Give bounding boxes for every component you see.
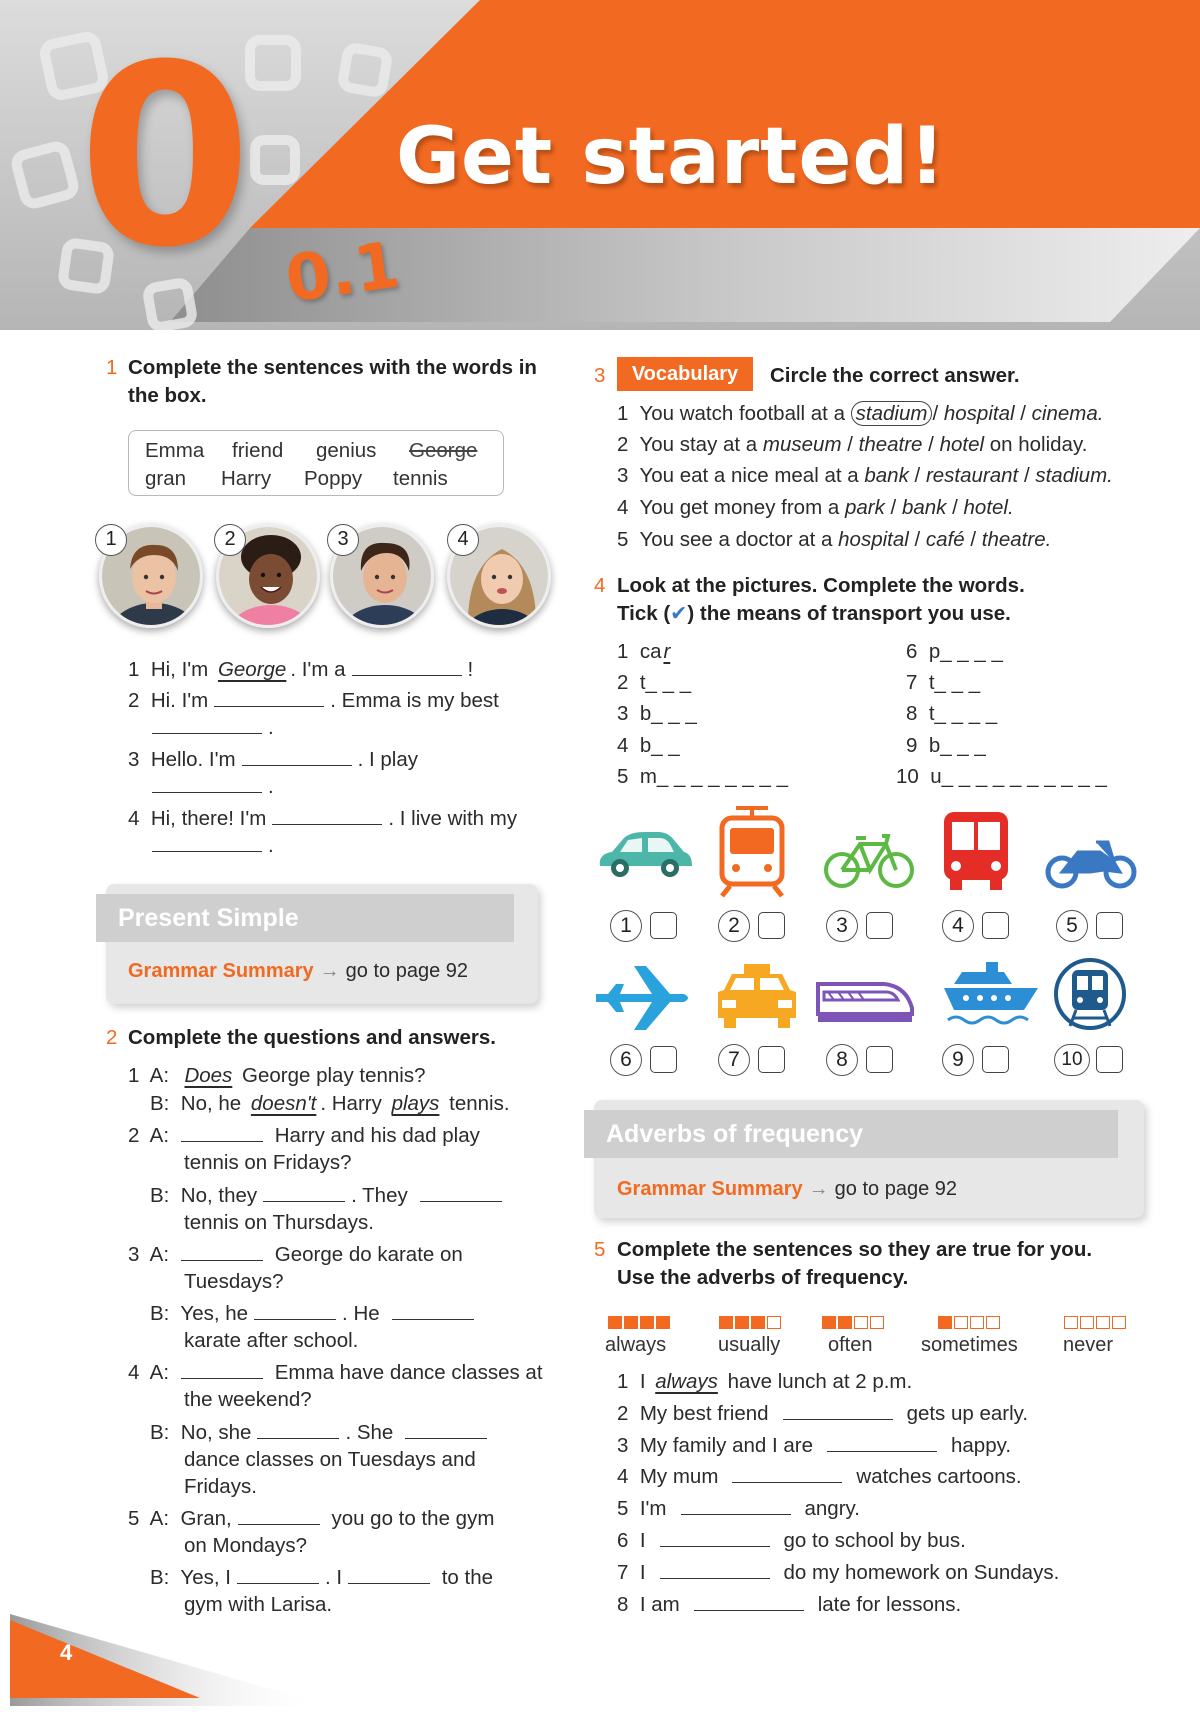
ex1-item-3-cont: .: [146, 773, 274, 801]
ex4-word-8: 8 t_ _ _ _: [906, 702, 998, 725]
ex2-item-3-q-cont: Tuesdays?: [184, 1270, 284, 1293]
motorbike-icon: [1044, 832, 1138, 892]
ex5-instruction: Complete the sentences so they are true for you.: [617, 1238, 1093, 1261]
unit-header: [0, 0, 1200, 330]
tick-icon: ✔: [670, 602, 688, 625]
answer-blank[interactable]: [392, 1302, 474, 1320]
tick-box[interactable]: [650, 912, 677, 939]
picture-number: 10: [1054, 1044, 1090, 1076]
answer-blank[interactable]: [152, 834, 262, 852]
ex5-item-4: 4 My mum watches cartoons.: [617, 1465, 1022, 1488]
ex1-item-3: 3 Hello. I'm . I play: [128, 748, 418, 771]
train-icon: [814, 980, 916, 1024]
ex4-word-1: 1 car: [617, 640, 671, 663]
answer-blank[interactable]: [237, 1566, 319, 1584]
answer-blank[interactable]: [827, 1434, 937, 1452]
answer-blank[interactable]: [420, 1184, 502, 1202]
ex2-item-5-q-cont: on Mondays?: [184, 1534, 308, 1557]
photo-number: 1: [95, 524, 127, 556]
bus-icon: [940, 810, 1012, 892]
answer-blank[interactable]: [660, 1529, 770, 1547]
picture-number: 2: [718, 910, 750, 942]
boat-icon: [942, 958, 1040, 1030]
answer-blank[interactable]: [272, 807, 382, 825]
photo-number: 3: [327, 524, 359, 556]
ex4-word-9: 9 b_ _ _: [906, 734, 986, 757]
answer-blank[interactable]: [352, 658, 462, 676]
answer-blank[interactable]: [254, 1302, 336, 1320]
ex4-word-10: 10 u_ _ _ _ _ _ _ _ _ _: [896, 765, 1107, 788]
ex2-item-4-q: 4 A: Emma have dance classes at: [128, 1361, 543, 1384]
tick-box[interactable]: [758, 912, 785, 939]
ex2-item-4-a: B: No, she . She: [150, 1419, 493, 1447]
frequency-label: never: [1063, 1334, 1114, 1356]
grammar-summary-link[interactable]: Grammar Summary → go to page 92: [128, 960, 468, 982]
ex3-item-5: 5 You see a doctor at a hospital / café / theatre.: [617, 528, 1052, 551]
ex1-item-4: 4 Hi, there! I'm . I live with my: [128, 807, 518, 830]
ex5-item-8: 8 I am late for lessons.: [617, 1593, 962, 1616]
tick-box[interactable]: [982, 1046, 1009, 1073]
ex2-item-5-q: 5 A: Gran, you go to the gym: [128, 1507, 495, 1530]
word-crossed-out: George: [409, 439, 478, 462]
ex5-number: 5: [594, 1238, 606, 1261]
picture-number: 5: [1056, 910, 1088, 942]
frequency-bar-never: [1064, 1316, 1126, 1329]
answer-blank[interactable]: [681, 1497, 791, 1515]
ex2-item-2-q-cont: tennis on Fridays?: [184, 1151, 352, 1174]
ex4-word-5: 5 m_ _ _ _ _ _ _ _: [617, 765, 788, 788]
answer-blank[interactable]: [238, 1507, 320, 1525]
ex5-instruction-l2: Use the adverbs of frequency.: [617, 1266, 909, 1289]
vocabulary-tag: Vocabulary: [617, 357, 753, 391]
photo-number: 2: [214, 524, 246, 556]
ex2-item-3-q: 3 A: George do karate on: [128, 1243, 463, 1266]
frequency-label: usually: [718, 1334, 781, 1356]
ex2-item-1-a: B: No, he doesn't . Harry plays tennis.: [150, 1092, 510, 1115]
bicycle-icon: [822, 830, 916, 890]
answer-blank[interactable]: [732, 1465, 842, 1483]
ex1-instruction: Complete the sentences with the words in: [128, 356, 537, 379]
ex2-item-1-q: 1 A: Does George play tennis?: [128, 1064, 426, 1087]
ex4-word-4: 4 b_ _: [617, 734, 680, 757]
word: Harry: [221, 467, 272, 490]
word: Emma: [145, 439, 205, 462]
car-icon: [594, 826, 694, 886]
ex4-word-7: 7 t_ _ _: [906, 671, 981, 694]
ex2-item-2-a-cont: tennis on Thursdays.: [184, 1211, 374, 1234]
grammar-summary-link[interactable]: Grammar Summary → go to page 92: [617, 1178, 957, 1200]
plane-icon: [594, 962, 694, 1034]
ex4-word-3: 3 b_ _ _: [617, 702, 697, 725]
circled-answer[interactable]: stadium: [851, 401, 933, 426]
frequency-bar-often: [822, 1316, 884, 1329]
answer-blank[interactable]: [152, 716, 262, 734]
answer-blank[interactable]: [242, 748, 352, 766]
ex1-item-1: 1 Hi, I'm George . I'm a !: [128, 658, 474, 681]
ex5-item-6: 6 I go to school by bus.: [617, 1529, 966, 1552]
frequency-bar-always: [608, 1316, 670, 1329]
ex2-item-2-q: 2 A: Harry and his dad play: [128, 1124, 480, 1147]
tram-icon: [714, 806, 790, 898]
unit-number: 0: [78, 11, 246, 302]
tick-box[interactable]: [1096, 912, 1123, 939]
ex4-instruction-l2: Tick (✔) the means of transport you use.: [617, 602, 1011, 625]
tick-box[interactable]: [866, 912, 893, 939]
answer-blank[interactable]: [214, 689, 324, 707]
ex2-item-5-a: B: Yes, I . I to the: [150, 1566, 494, 1589]
answer-blank[interactable]: [263, 1184, 345, 1202]
ex5-item-2: 2 My best friend gets up early.: [617, 1402, 1029, 1425]
picture-number: 6: [610, 1044, 642, 1076]
photo-number: 4: [447, 524, 479, 556]
picture-number: 4: [942, 910, 974, 942]
frequency-bar-sometimes: [938, 1316, 1000, 1329]
ex2-number: 2: [106, 1026, 118, 1049]
word: Poppy: [304, 467, 363, 490]
ex2-item-2-a: B: No, they . They: [150, 1182, 508, 1210]
lesson-number: 0.1: [281, 228, 404, 318]
frequency-label: sometimes: [921, 1334, 1018, 1356]
ex3-item-2: 2 You stay at a museum / theatre / hotel on holiday.: [617, 433, 1088, 456]
frequency-label: often: [828, 1334, 873, 1356]
word: friend: [232, 439, 284, 462]
word: gran: [145, 467, 187, 490]
tick-box[interactable]: [866, 1046, 893, 1073]
ex1-instruction-l2: the box.: [128, 384, 207, 407]
ex4-word-2: 2 t_ _ _: [617, 671, 692, 694]
word-box: [128, 430, 504, 496]
tick-box[interactable]: [650, 1046, 677, 1073]
answer-blank[interactable]: [152, 775, 262, 793]
picture-number: 8: [826, 1044, 858, 1076]
arrow-right-icon: →: [319, 960, 340, 982]
arrow-right-icon: →: [808, 1178, 829, 1200]
word: genius: [316, 439, 377, 462]
underground-icon: [1052, 956, 1128, 1032]
ex2-item-3-a: B: Yes, he . He: [150, 1300, 480, 1328]
ex1-item-4-cont: .: [146, 832, 274, 860]
ex2-item-4-a-cont2: Fridays.: [184, 1475, 257, 1498]
ex3-item-3: 3 You eat a nice meal at a bank / restaurant / stadium.: [617, 464, 1113, 487]
picture-number: 9: [942, 1044, 974, 1076]
ex3-item-1: 1 You watch football at a stadium / hospital / cinema.: [617, 402, 1104, 425]
answer-blank[interactable]: [181, 1361, 263, 1379]
answer-blank[interactable]: [181, 1124, 263, 1142]
frequency-label: always: [605, 1334, 667, 1356]
ex4-word-6: 6 p_ _ _ _: [906, 640, 1003, 663]
ex5-item-5: 5 I'm angry.: [617, 1497, 860, 1520]
ex5-item-7: 7 I do my homework on Sundays.: [617, 1561, 1060, 1584]
ex2-item-4-q-cont: the weekend?: [184, 1388, 312, 1411]
ex1-item-2-cont: .: [146, 714, 274, 742]
ex3-item-4: 4 You get money from a park / bank / hotel.: [617, 496, 1014, 519]
picture-number: 3: [826, 910, 858, 942]
picture-number: 1: [610, 910, 642, 942]
ex3-instruction: Circle the correct answer.: [770, 364, 1020, 387]
unit-title: Get started!: [396, 112, 946, 202]
ex4-instruction: Look at the pictures. Complete the words.: [617, 574, 1025, 597]
answer-blank[interactable]: [660, 1561, 770, 1579]
answer-blank[interactable]: [181, 1243, 263, 1261]
word: tennis: [393, 467, 448, 490]
ex3-number: 3: [594, 364, 606, 387]
answer-blank[interactable]: [257, 1421, 339, 1439]
ex5-item-3: 3 My family and I are happy.: [617, 1434, 1012, 1457]
taxi-icon: [714, 962, 800, 1032]
tick-box[interactable]: [758, 1046, 785, 1073]
page-number: 4: [60, 1640, 73, 1665]
tick-box[interactable]: [982, 912, 1009, 939]
answer-blank[interactable]: [405, 1421, 487, 1439]
ex1-item-2: 2 Hi. I'm . Emma is my best: [128, 689, 499, 712]
grammar-heading: Adverbs of frequency: [584, 1110, 1118, 1158]
tick-box[interactable]: [1096, 1046, 1123, 1073]
frequency-bar-usually: [719, 1316, 781, 1329]
footer-graphic: [0, 1600, 1200, 1714]
ex2-item-3-a-cont: karate after school.: [184, 1329, 359, 1352]
ex5-item-1: 1 I always have lunch at 2 p.m.: [617, 1370, 913, 1393]
ex1-number: 1: [106, 356, 118, 379]
ex2-item-4-a-cont: dance classes on Tuesdays and: [184, 1448, 476, 1471]
ex2-item-5-a-cont: gym with Larisa.: [184, 1593, 333, 1616]
ex4-number: 4: [594, 574, 606, 597]
grammar-heading: Present Simple: [96, 894, 514, 942]
ex2-instruction: Complete the questions and answers.: [128, 1026, 496, 1049]
answer-blank[interactable]: [348, 1566, 430, 1584]
picture-number: 7: [718, 1044, 750, 1076]
answer-blank[interactable]: [783, 1402, 893, 1420]
